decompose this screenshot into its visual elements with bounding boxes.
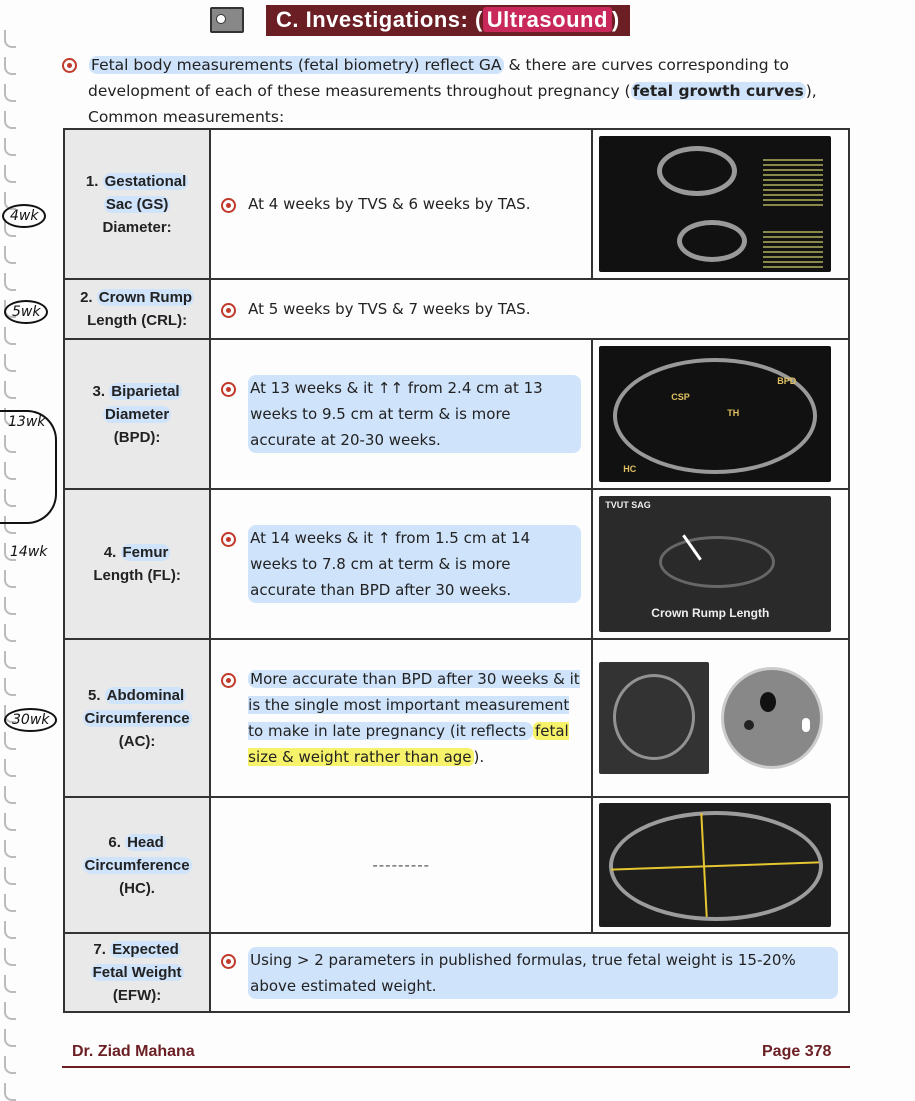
table-row [64, 639, 849, 797]
page-header [210, 4, 630, 36]
footer-author: Dr. Ziad Mahana [72, 1043, 195, 1060]
measurements-table [63, 128, 850, 1013]
bullet-icon [221, 382, 236, 397]
handwritten-note: 5wk [4, 300, 48, 324]
bullet-icon [62, 58, 77, 73]
desc-text: Using > 2 parameters in published formulas, true fetal weight is 15-20% above estimated weight. [248, 947, 838, 999]
row-description [210, 933, 849, 1012]
row-description [210, 279, 849, 339]
row-description [210, 489, 592, 639]
title-main: C. Investigations: ( [276, 6, 483, 32]
intro-growth-curves: fetal growth curves [632, 82, 804, 100]
crown-rump-ultrasound-image: TVUT SAG Crown Rump Length [592, 489, 849, 639]
table-row [64, 339, 849, 489]
row-description [210, 129, 592, 279]
desc-text: More accurate than BPD after 30 weeks & it is the single most important measurement to make in late pregnancy (it reflects fetal size & weight rather than age ). [248, 670, 580, 766]
row-label: 6. Head Circumference (HC). [64, 797, 210, 933]
intro-part2: & there are curves corresponding to [503, 56, 790, 74]
footer-divider [62, 1066, 850, 1068]
table-row [64, 933, 849, 1012]
title-accent: Ultrasound [483, 7, 612, 32]
row-label: 4. Femur Length (FL): [64, 489, 210, 639]
table-row [64, 129, 849, 279]
intro-line2a: development of each of these measurements throughout pregnancy ( [88, 82, 631, 100]
desc-text: At 14 weeks & it ↑ from 1.5 cm at 14 weeks to 7.8 cm at term & is more accurate than BPD after 30 weeks. [248, 525, 581, 603]
row-label: 2. Crown Rump Length (CRL): [64, 279, 210, 339]
bullet-icon [221, 673, 236, 688]
handwritten-note: 4wk [2, 204, 46, 228]
handwritten-note: 30wk [4, 708, 57, 732]
row-description [210, 797, 592, 933]
desc-text: At 4 weeks by TVS & 6 weeks by TAS. [248, 195, 531, 213]
camera-icon [210, 7, 244, 33]
table-row [64, 797, 849, 933]
intro-line3: Common measurements: [88, 108, 285, 126]
gestational-sac-ultrasound-image [592, 129, 849, 279]
desc-text: At 5 weeks by TVS & 7 weeks by TAS. [248, 300, 531, 318]
row-label: 5. Abdominal Circumference (AC): [64, 639, 210, 797]
footer-page-number: Page 378 [762, 1043, 832, 1060]
handwritten-brace [0, 410, 57, 524]
title-end: ) [611, 6, 620, 32]
row-description [210, 639, 592, 797]
row-description [210, 339, 592, 489]
bullet-icon [221, 532, 236, 547]
intro-paragraph [62, 52, 862, 130]
row-label: 3. Biparietal Diameter (BPD): [64, 339, 210, 489]
table-row [64, 489, 849, 639]
handwritten-note: 14wk [10, 544, 48, 560]
page-title [266, 5, 630, 36]
row-label: 7. Expected Fetal Weight (EFW): [64, 933, 210, 1012]
bullet-icon [221, 954, 236, 969]
bullet-icon [221, 198, 236, 213]
intro-part1: Fetal body measurements (fetal biometry) reflect GA [91, 56, 502, 74]
desc-text: At 13 weeks & it ↑↑ from 2.4 cm at 13 weeks to 9.5 cm at term & is more accurate at 20-30 weeks. [248, 375, 581, 453]
table-row [64, 279, 849, 339]
desc-text: --------- [372, 856, 431, 874]
head-circumference-ultrasound-image [592, 797, 849, 933]
biparietal-ultrasound-image: CSP BPD TH HC [592, 339, 849, 489]
handwritten-note: 13wk [8, 414, 46, 430]
intro-line2c: ), [805, 82, 817, 100]
abdominal-circumference-images [592, 639, 849, 797]
bullet-icon [221, 303, 236, 318]
row-label: 1. Gestational Sac (GS) Diameter: [64, 129, 210, 279]
